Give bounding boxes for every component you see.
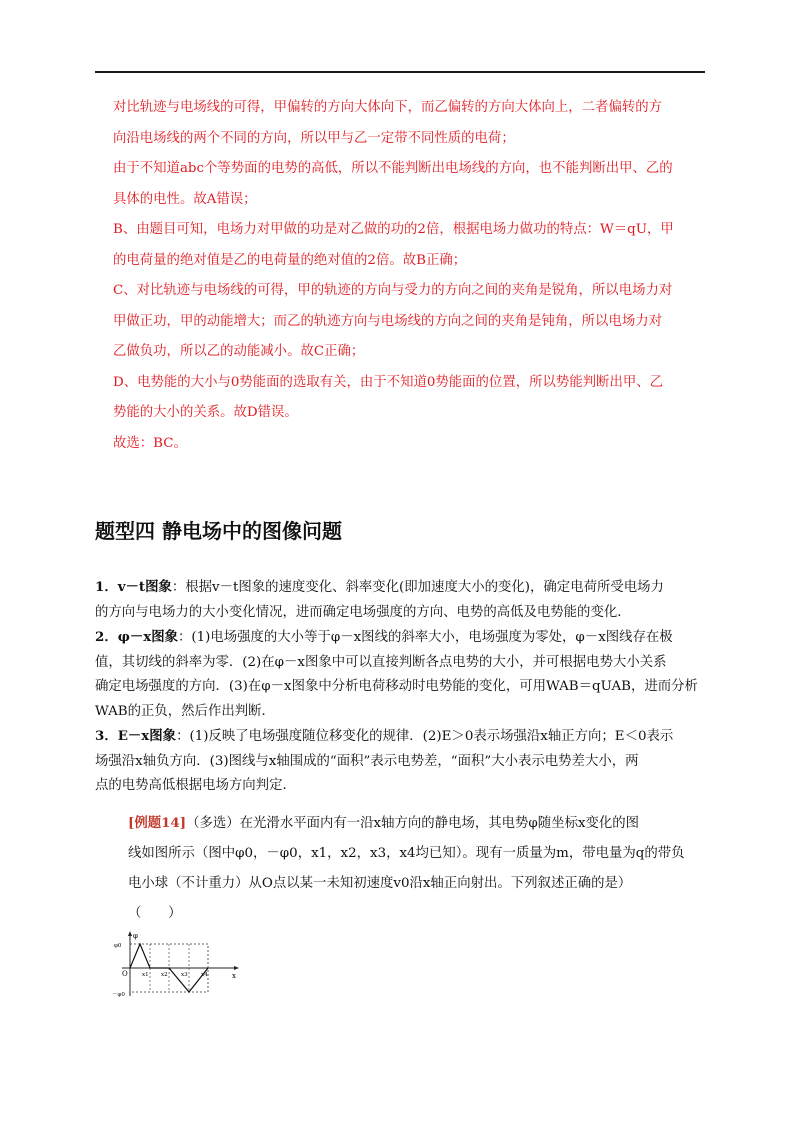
- x-axis-label: x: [232, 972, 236, 980]
- point-2-term: 2．φ－x图象: [95, 629, 178, 645]
- analysis-line: 对比轨迹与电场线的可得，甲偏转的方向大体向下，而乙偏转的方向大体向上，二者偏转的方: [113, 100, 663, 115]
- neg-phi0-label: －φ0: [112, 992, 125, 998]
- header-rule: [95, 71, 705, 73]
- analysis-line: 乙做负功，所以乙的动能减小。故C正确；: [113, 344, 365, 359]
- analysis-line: 甲做正功，甲的动能增大；而乙的轨迹方向与电场线的方向之间的夹角是钝角，所以电场力对: [113, 313, 663, 329]
- x2-label: x2: [161, 972, 168, 978]
- x4-label: x4: [201, 972, 208, 978]
- point-3-line: 点的电势高低根据电场方向判定．: [95, 778, 296, 793]
- analysis-line: 向沿电场线的两个不同的方向，所以甲与乙一定带不同性质的电荷；: [113, 130, 515, 146]
- point-2-text: ：(1)电场强度的大小等于φ－x图线的斜率大小，电场强度为零处，φ－x图线存在极: [177, 630, 673, 645]
- key-points: [95, 575, 715, 799]
- example-line: [128, 808, 728, 839]
- example-14: [128, 808, 728, 929]
- point-2-line: 值，其切线的斜率为零．(2)在φ－x图象中可以直接判断各点电势的大小，并可根据电势大小关系: [95, 654, 667, 670]
- analysis-line: 故选：BC。: [113, 435, 187, 451]
- x-axis-arrow: [234, 966, 239, 970]
- point-3-term: 3．E－x图象: [95, 728, 177, 744]
- point-1-line: 的方向与电场力的大小变化情况，进而确定电场强度的方向、电势的高低及电势能的变化．: [95, 604, 631, 620]
- point-1-term: 1．v－t图象: [95, 579, 172, 595]
- answer-analysis: [113, 93, 713, 459]
- point-2-line: 确定电场强度的方向．(3)在φ－x图象中分析电荷移动时电势能的变化，可用WAB＝qUAB，进而分析: [95, 679, 698, 694]
- example-line: 电小球（不计重力）从O点以某一未知初速度v0沿x轴正向射出。下列叙述正确的是）: [128, 876, 632, 891]
- analysis-line: D、电势能的大小与0势能面的选取有关，由于不知道0势能面的位置，所以势能判断出甲、乙: [113, 374, 664, 390]
- analysis-line: 势能的大小的关系。故D错误。: [113, 405, 298, 420]
- example-line: 线如图所示（图中φ0，－φ0，x1，x2，x3，x4均已知）。现有一质量为m，带电量为q的带负: [128, 846, 685, 861]
- analysis-line: B、由题目可知，电场力对甲做的功是对乙做的功的2倍，根据电场力做功的特点：W＝qU，甲: [113, 222, 674, 237]
- example-answer-blank: （ ）: [128, 906, 182, 921]
- point-1-text: ：根据v－t图象的速度变化、斜率变化(即加速度大小的变化)，确定电荷所受电场力: [171, 580, 664, 595]
- section-title: 题型四 静电场中的图像问题: [95, 519, 342, 543]
- x3-label: x3: [181, 972, 188, 978]
- origin-label: O: [122, 970, 128, 978]
- x1-label: x1: [142, 972, 149, 978]
- point-3-line: 场强沿x轴负方向．(3)图线与x轴围成的“面积”表示电势差，“面积”大小表示电势差大小，两: [95, 753, 639, 769]
- point-3-text: ：(1)反映了电场强度随位移变化的规律．(2)E＞0表示场强沿x轴正方向；E＜0表示: [176, 729, 674, 744]
- analysis-line: 的电荷量的绝对值是乙的电荷量的绝对值的2倍。故B正确；: [113, 252, 467, 268]
- example-label: [例题14]: [128, 815, 187, 831]
- point-1-line: [95, 575, 715, 601]
- y-axis-label: φ: [133, 932, 138, 940]
- example-text: （多选）在光滑水平面内有一沿x轴方向的静电场，其电势φ随坐标x变化的图: [186, 816, 640, 831]
- point-2-line: [95, 625, 715, 651]
- point-2-line: WAB的正负，然后作出判断．: [95, 703, 275, 719]
- point-3-line: [95, 724, 715, 750]
- analysis-line: C、对比轨迹与电场线的可得，甲的轨迹的方向与受力的方向之间的夹角是锐角，所以电场力对: [113, 283, 673, 298]
- analysis-line: 由于不知道abc个等势面的电势的高低，所以不能判断出电场线的方向，也不能判断出甲、乙的: [113, 161, 673, 176]
- analysis-line: 具体的电性。故A错误；: [113, 191, 257, 207]
- phi0-label: φ0: [114, 943, 122, 949]
- phi-x-graph: [112, 930, 242, 1000]
- y-axis-arrow: [128, 931, 132, 936]
